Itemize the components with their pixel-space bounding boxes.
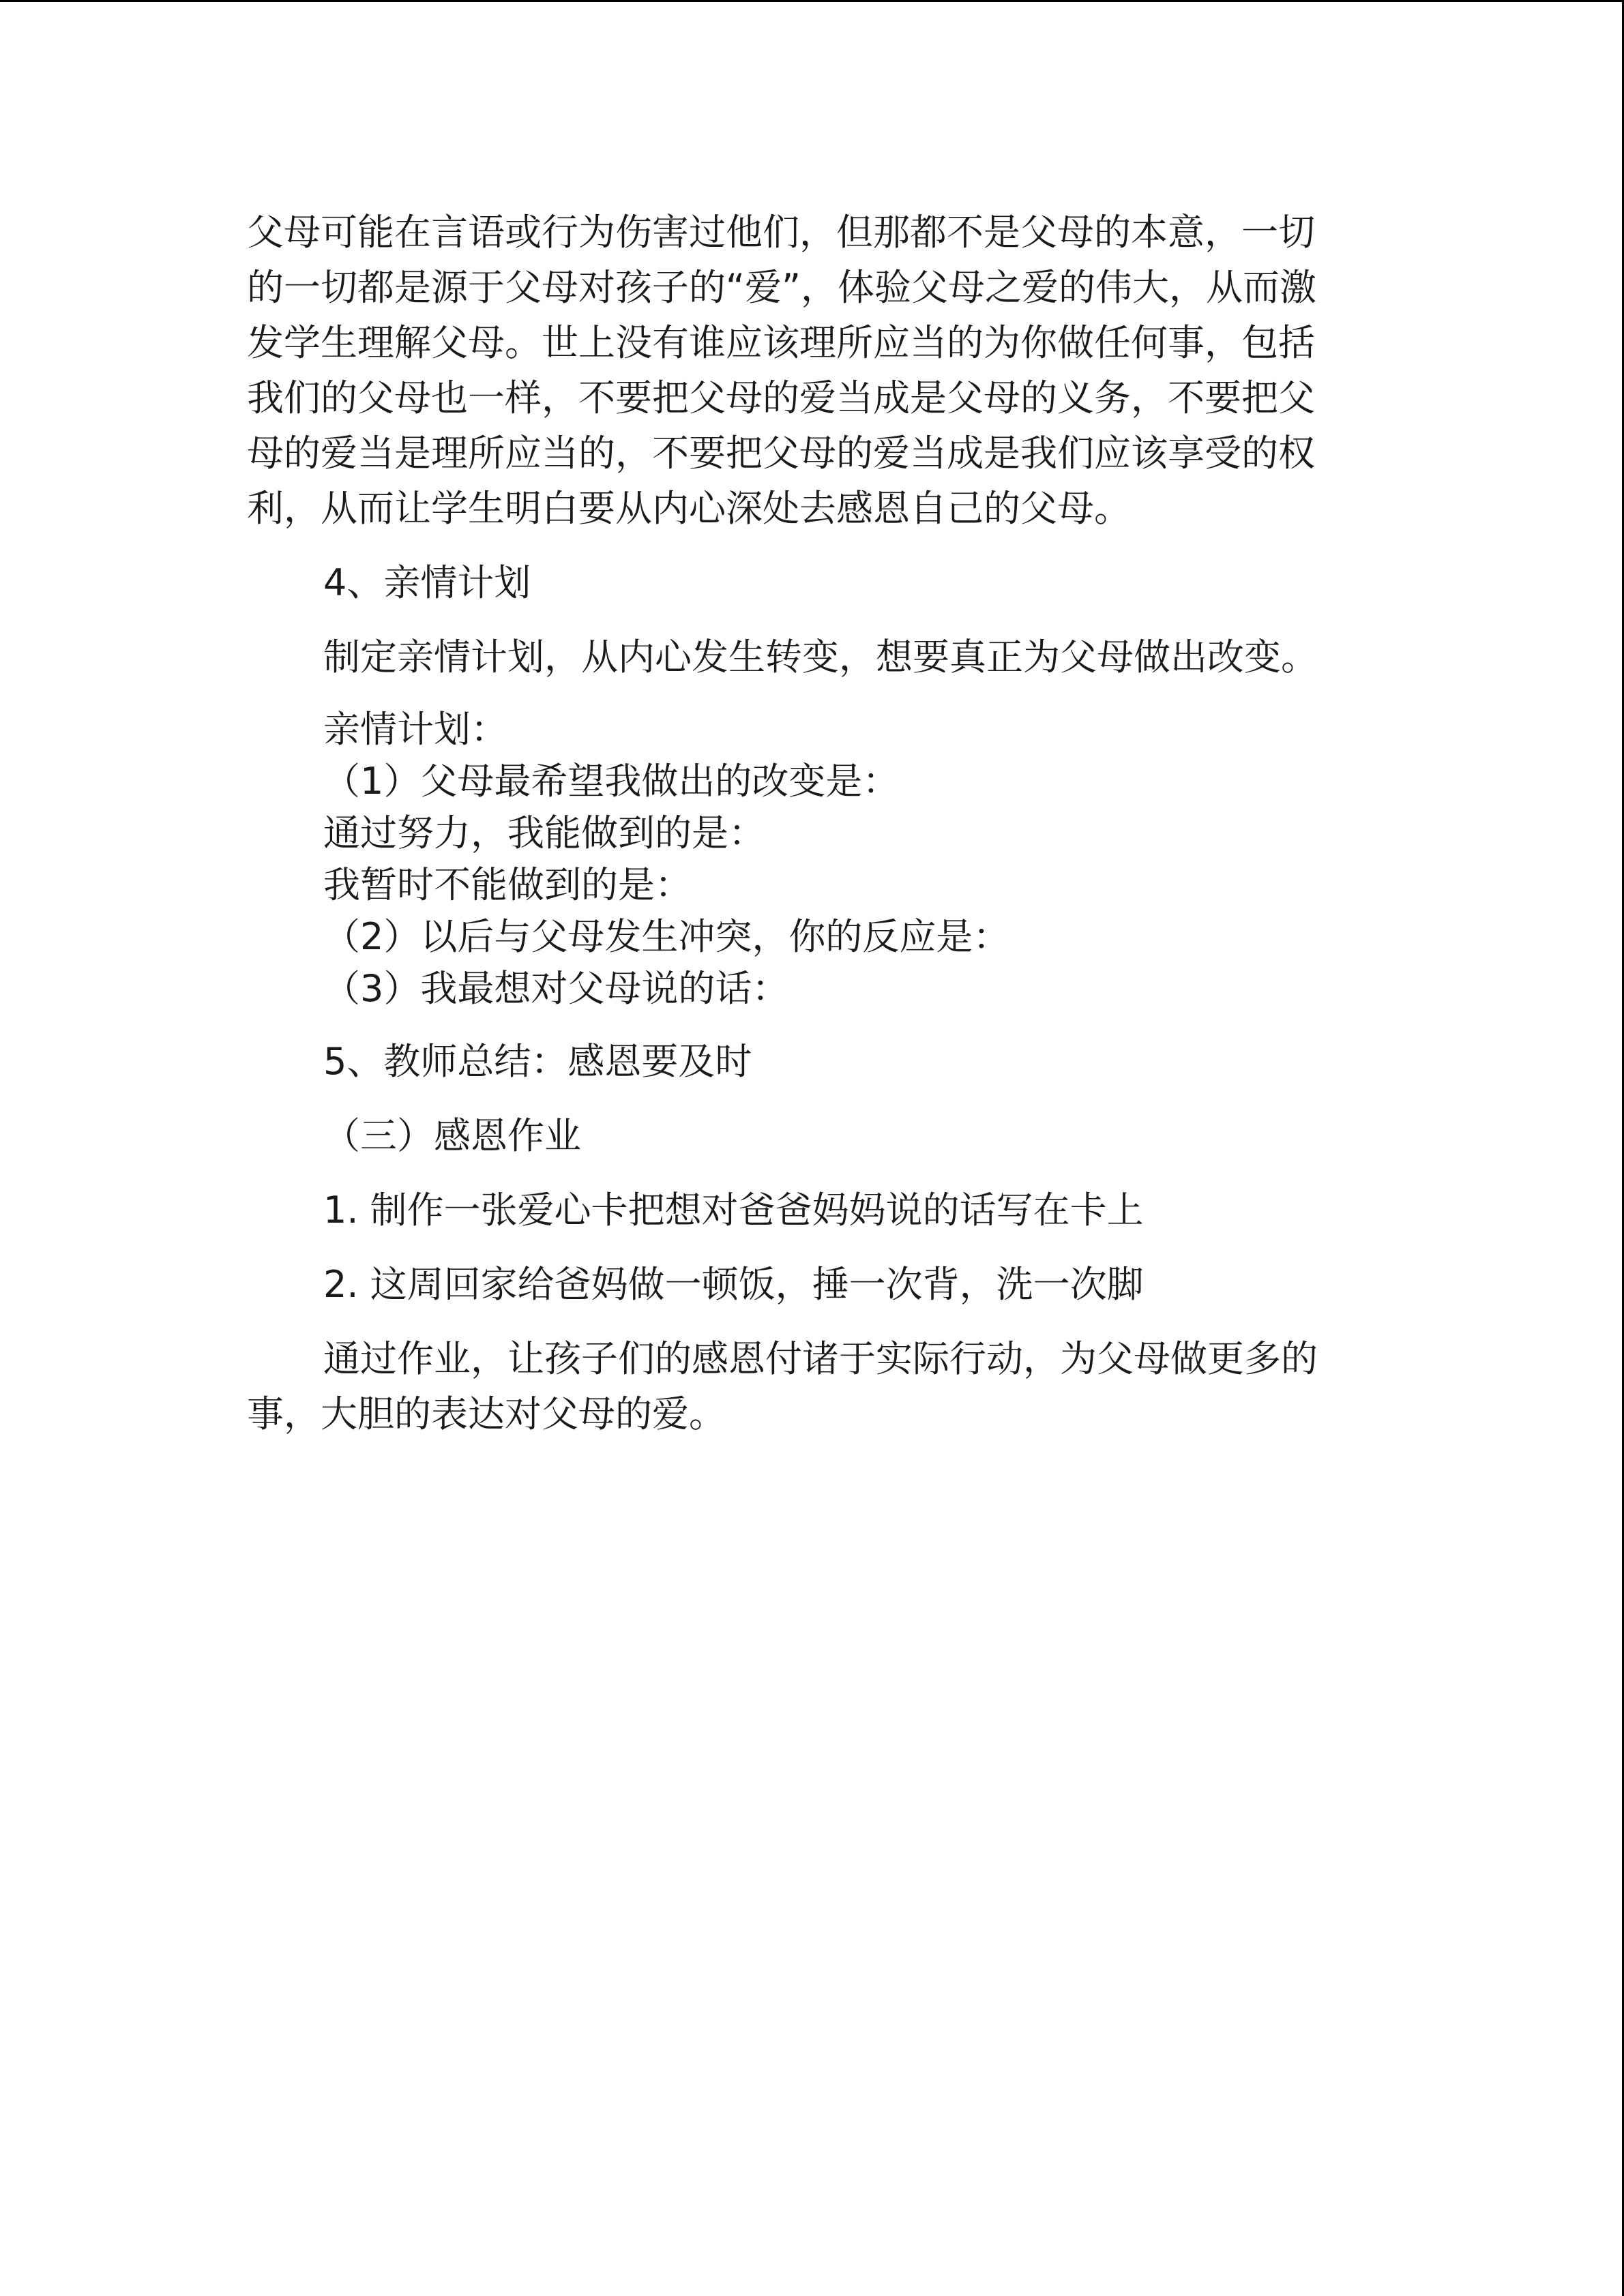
- page-border-top: [0, 0, 1624, 2]
- text-line: 我们的父母也一样，不要把父母的爱当成是父母的义务，不要把父: [247, 376, 1315, 419]
- section-4-text: 制定亲情计划，从内心发生转变，想要真正为父母做出改变。: [323, 636, 1318, 679]
- text-line: 父母可能在言语或行为伤害过他们，但那都不是父母的本意，一切: [247, 211, 1315, 254]
- section-5-heading: 5、教师总结：感恩要及时: [323, 1040, 752, 1083]
- text-line: 利，从而让学生明白要从内心深处去感恩自己的父母。: [247, 487, 1131, 530]
- section-3-heading: （三）感恩作业: [323, 1114, 581, 1157]
- text-line: 的一切都是源于父母对孩子的“爱”，体验父母之爱的伟大，从而激: [247, 266, 1316, 309]
- intro-paragraph: [247, 205, 1379, 536]
- text-line: 发学生理解父母。世上没有谁应该理所应当的为你做任何事，包括: [247, 321, 1315, 364]
- text-line: 母的爱当是理所应当的，不要把父母的爱当成是我们应该享受的权: [247, 432, 1315, 475]
- plan-item: （1）父母最希望我做出的改变是：: [323, 760, 900, 803]
- plan-item: （2）以后与父母发生冲突，你的反应是：: [323, 915, 1010, 958]
- plan-block: [247, 704, 1379, 1015]
- document-body: [247, 205, 1379, 1442]
- homework-item: 2. 这周回家给爸妈做一顿饭，捶一次背，洗一次脚: [323, 1263, 1144, 1306]
- closing-paragraph: [247, 1331, 1379, 1442]
- text-line: 通过作业，让孩子们的感恩付诸于实际行动，为父母做更多的: [323, 1337, 1318, 1380]
- plan-item: 通过努力，我能做到的是：: [323, 811, 765, 854]
- text-line: 事，大胆的表达对父母的爱。: [247, 1392, 726, 1435]
- plan-title: 亲情计划：: [323, 708, 507, 751]
- plan-item: 我暂时不能做到的是：: [323, 863, 692, 906]
- homework-item: 1. 制作一张爱心卡把想对爸爸妈妈说的话写在卡上: [323, 1189, 1144, 1232]
- plan-item: （3）我最想对父母说的话：: [323, 967, 789, 1010]
- section-4-heading: 4、亲情计划: [323, 561, 531, 604]
